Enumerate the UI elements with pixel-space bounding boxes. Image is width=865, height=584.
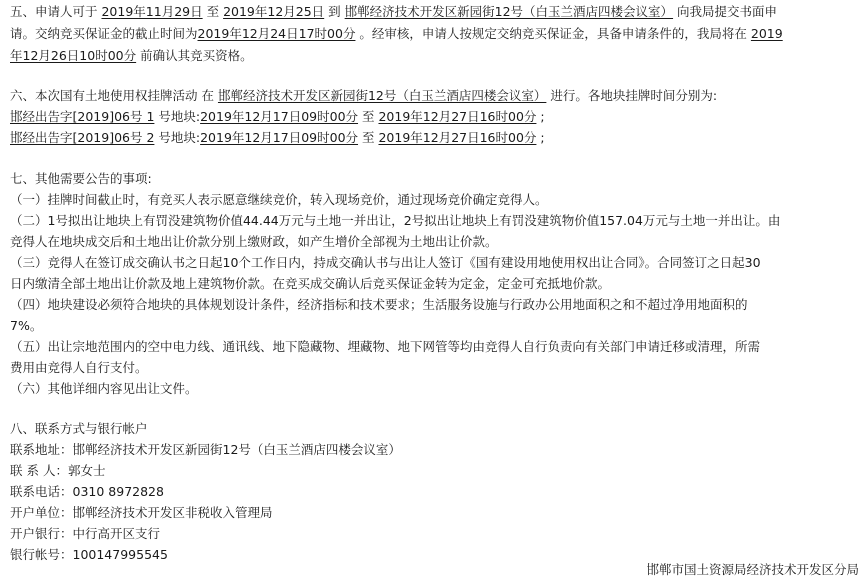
text: 至 bbox=[358, 130, 379, 145]
parcel-1-row bbox=[10, 107, 545, 127]
parcel-start: 2019年12月17日09时00分 bbox=[200, 130, 359, 145]
text: 五、申请人可于 bbox=[10, 4, 102, 19]
section5-line1 bbox=[10, 2, 777, 22]
text: 六、本次国有土地使用权挂牌活动 在 bbox=[10, 88, 218, 103]
text: 进行。各地块挂牌时间分别为: bbox=[546, 88, 718, 103]
deposit-deadline: 2019年12月24日17时00分 bbox=[197, 26, 356, 41]
text: 请。交纳竞买保证金的截止时间为 bbox=[10, 26, 198, 41]
section7-item5-line2: 费用由竞得人自行支付。 bbox=[10, 360, 148, 375]
text: 到 bbox=[324, 4, 345, 19]
section8-heading: 八、联系方式与银行帐户 bbox=[10, 421, 148, 436]
text: 向我局提交书面申 bbox=[673, 4, 778, 19]
section7-item1: （一）挂牌时间截止时，有竞买人表示愿意继续竞价，转入现场竞价，通过现场竞价确定竞得人。 bbox=[10, 192, 548, 207]
section7-item5-line1: （五）出让宗地范围内的空中电力线、通讯线、地下隐藏物、埋藏物、地下网管等均由竞得人自行负责向有关部门申请迁移或清理，所需 bbox=[10, 339, 761, 354]
section5-line3 bbox=[10, 46, 253, 66]
account-bank: 开户银行：中行高开区支行 bbox=[10, 526, 161, 541]
text: 。经审核，申请人按规定交纳竞买保证金，具备申请条件的，我局将在 bbox=[355, 26, 751, 41]
section7-item3-line2: 日内缴清全部土地出让价款及地上建筑物价款。在竞买成交确认后竞买保证金转为定金，定金可充抵地价款。 bbox=[10, 276, 611, 291]
start-date: 2019年11月29日 bbox=[101, 4, 203, 19]
account-unit: 开户单位：邯郸经济技术开发区非税收入管理局 bbox=[10, 505, 273, 520]
section7-item3-line1: （三）竞得人在签订成交确认书之日起10个工作日内，持成交确认书与出让人签订《国有建设用地使用权出让合同》。合同签订之日起30 bbox=[10, 255, 761, 270]
confirm-date-part1: 2019 bbox=[750, 26, 783, 41]
text: 号地块: bbox=[154, 130, 201, 145]
contact-person: 联 系 人：郭女士 bbox=[10, 463, 106, 478]
text: 前确认其竞买资格。 bbox=[136, 48, 253, 63]
parcel-doc-number: 邯经出告字[2019]06号 2 bbox=[10, 130, 155, 145]
section7-item2-line2: 竞得人在地块成交后和土地出让价款分别上缴财政，如产生增价全部视为土地出让价款。 bbox=[10, 234, 498, 249]
account-number: 银行帐号：100147995545 bbox=[10, 547, 168, 562]
section7-item4-line1: （四）地块建设必须符合地块的具体规划设计条件，经济指标和技术要求；生活服务设施与行政办公用地面积之和不超过净用地面积的 bbox=[10, 297, 748, 312]
section5-line2 bbox=[10, 24, 783, 44]
parcel-end: 2019年12月27日16时00分 bbox=[378, 130, 537, 145]
section6-line1 bbox=[10, 86, 717, 106]
text: ; bbox=[536, 130, 545, 145]
contact-address: 联系地址：邯郸经济技术开发区新园街12号（白玉兰酒店四楼会议室） bbox=[10, 442, 401, 457]
contact-phone: 联系电话：0310 8972828 bbox=[10, 484, 164, 499]
section7-heading: 七、其他需要公告的事项: bbox=[10, 171, 152, 186]
auction-address: 邯郸经济技术开发区新园街12号（白玉兰酒店四楼会议室） bbox=[217, 88, 547, 103]
text: 至 bbox=[358, 109, 379, 124]
issuer-signature: 邯郸市国土资源局经济技术开发区分局 bbox=[646, 562, 859, 577]
text: ; bbox=[536, 109, 545, 124]
section7-item6: （六）其他详细内容见出让文件。 bbox=[10, 381, 198, 396]
end-date: 2019年12月25日 bbox=[223, 4, 325, 19]
text: 号地块: bbox=[154, 109, 201, 124]
address: 邯郸经济技术开发区新园街12号（白玉兰酒店四楼会议室） bbox=[344, 4, 674, 19]
section7-item2-line1: （二）1号拟出让地块上有罚没建筑物价值44.44万元与土地一并出让，2号拟出让地块上有罚没建筑物价值157.04万元与土地一并出让。由 bbox=[10, 213, 781, 228]
parcel-doc-number: 邯经出告字[2019]06号 1 bbox=[10, 109, 155, 124]
text: 至 bbox=[202, 4, 224, 19]
confirm-date-part2: 年12月26日10时00分 bbox=[10, 48, 137, 63]
section7-item4-line2: 7%。 bbox=[10, 318, 43, 333]
parcel-2-row bbox=[10, 128, 545, 148]
parcel-end: 2019年12月27日16时00分 bbox=[378, 109, 537, 124]
parcel-start: 2019年12月17日09时00分 bbox=[200, 109, 359, 124]
